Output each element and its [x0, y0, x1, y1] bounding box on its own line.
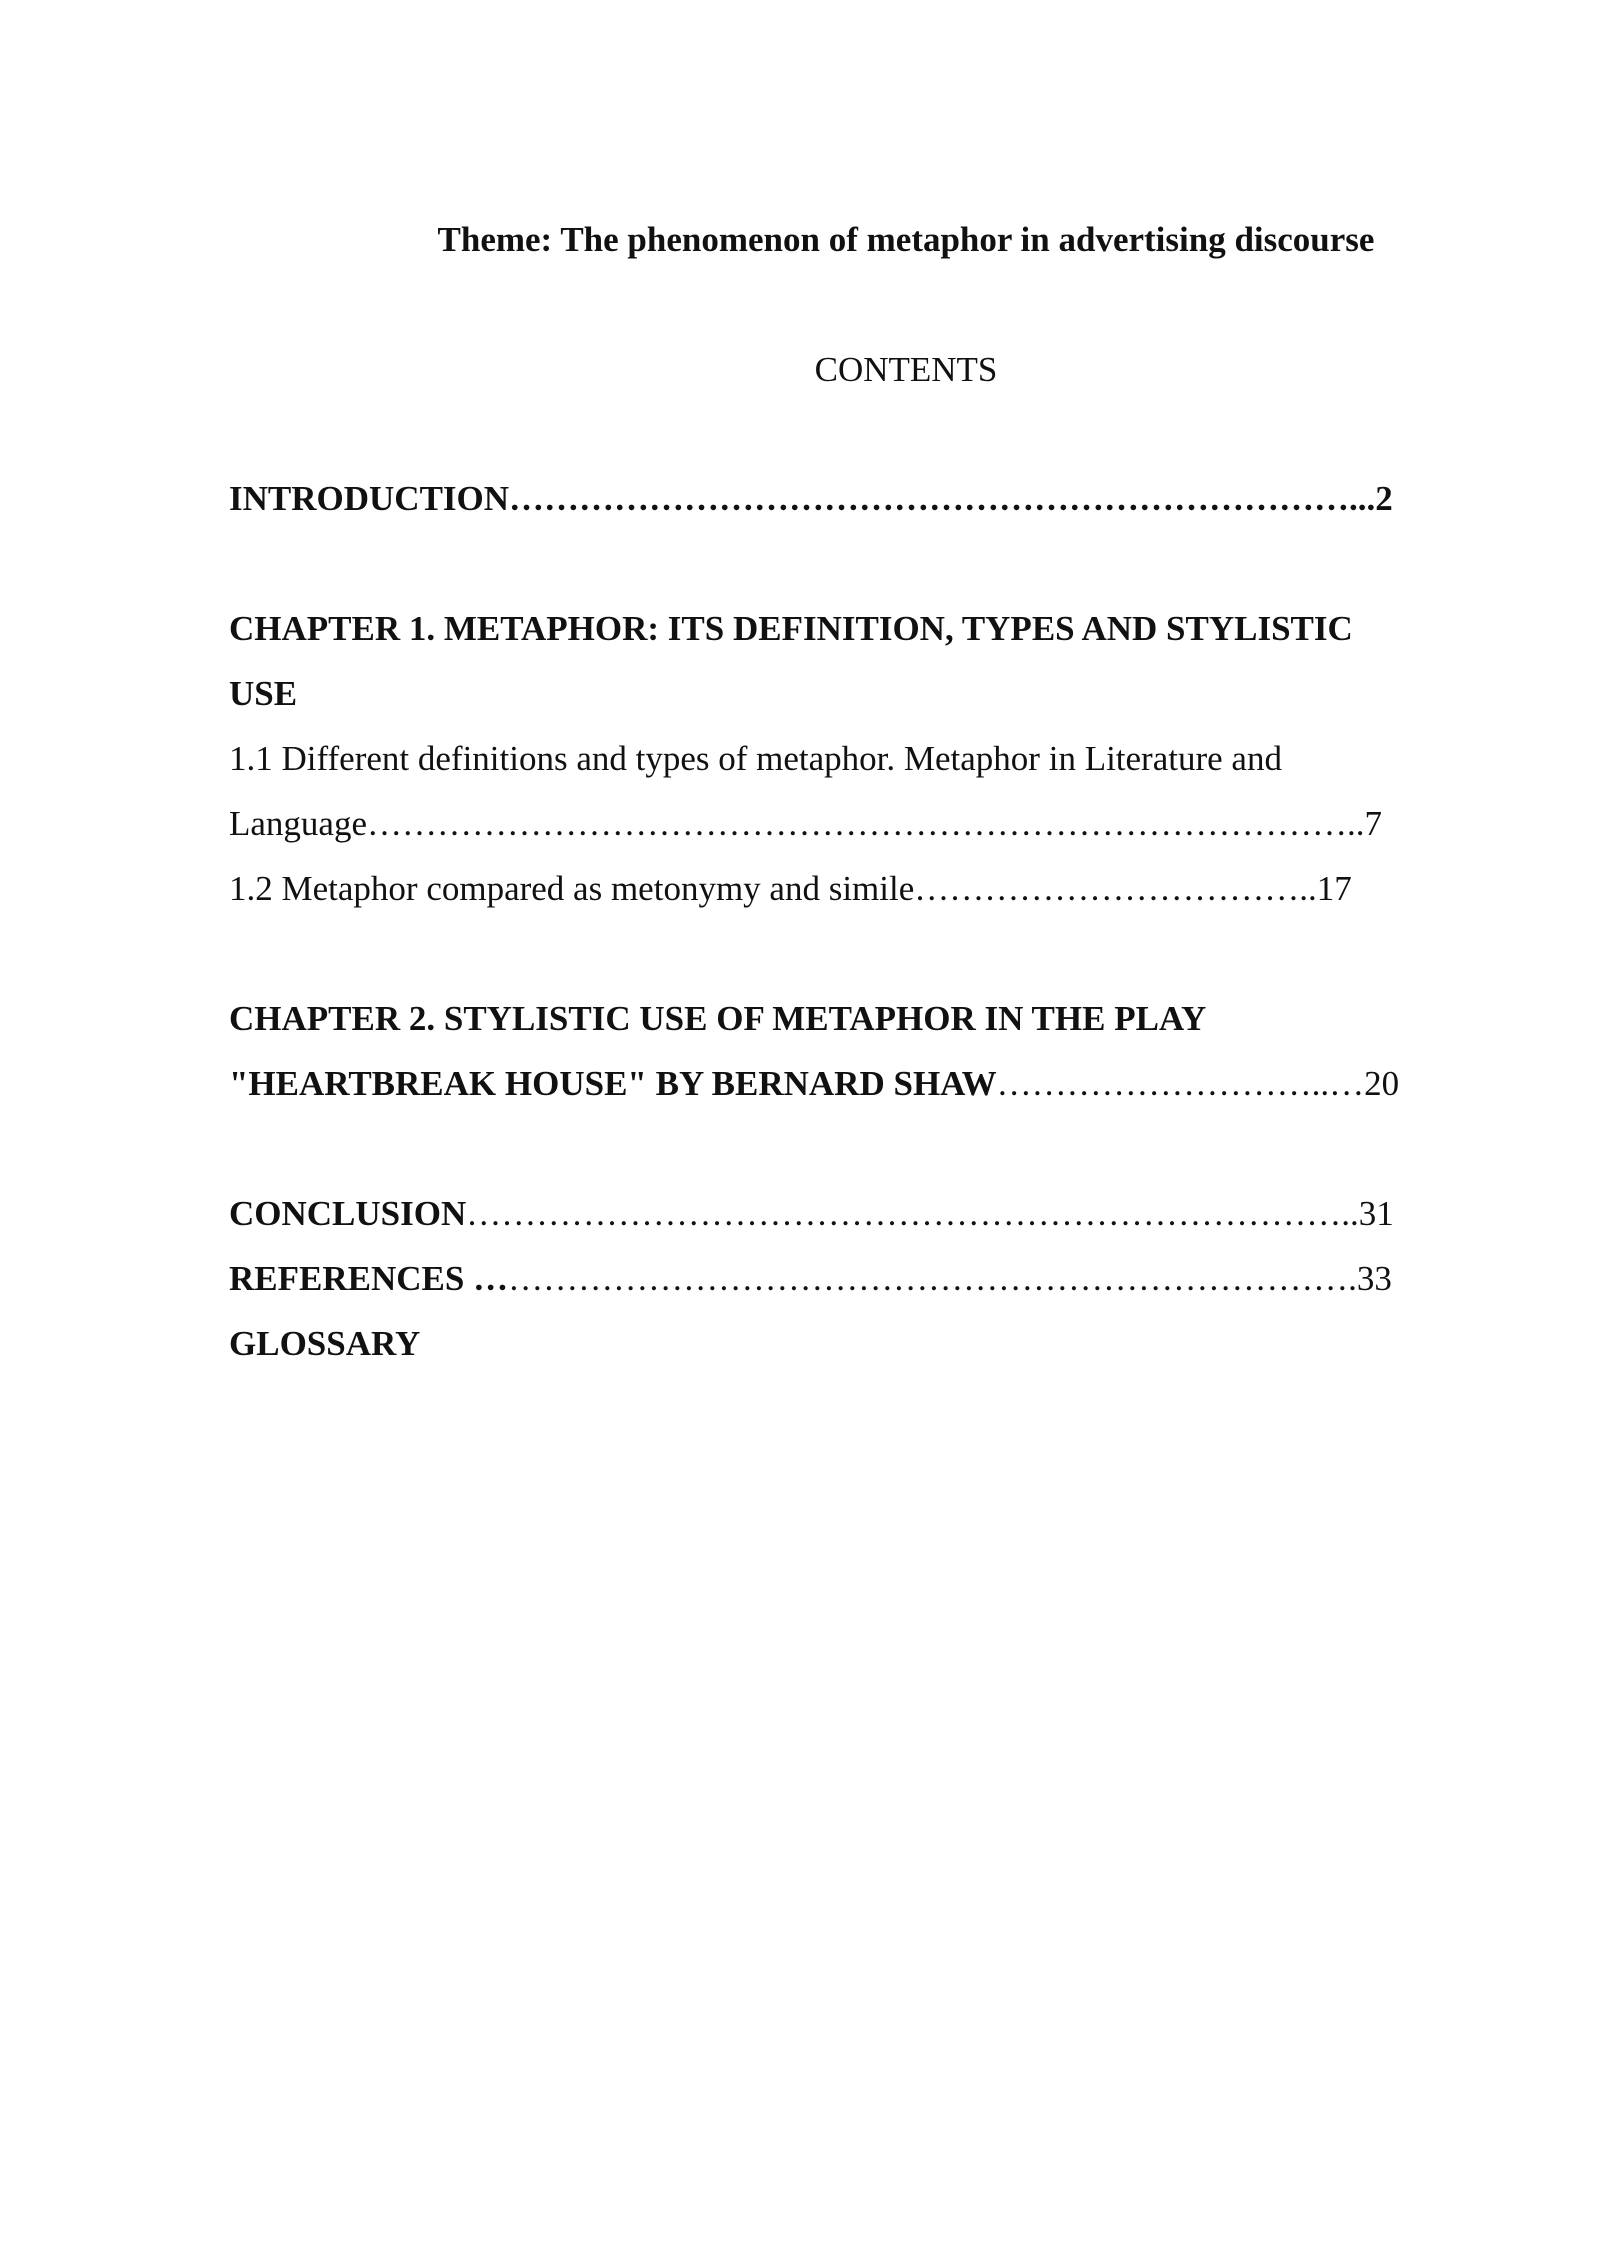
toc-references — [229, 1257, 1392, 1301]
toc-section-1-1-line2: Language…………………………………………………………………………..7 — [229, 804, 1382, 843]
toc-chapter2-line2 — [229, 1062, 1399, 1106]
toc-conclusion — [229, 1192, 1394, 1236]
theme-title-text: Theme: The phenomenon of metaphor in advertising discourse — [437, 220, 1375, 259]
toc-chapter2-title: "HEARTBREAK HOUSE" BY BERNARD SHAW — [229, 1064, 997, 1103]
toc-section-1-2: 1.2 Metaphor compared as metonymy and simile……………………………..17 — [229, 869, 1352, 908]
contents-heading-text: CONTENTS — [814, 350, 998, 389]
toc-introduction: INTRODUCTION………………………………………………………………...2 — [229, 479, 1393, 518]
toc-chapter1-line1: CHAPTER 1. METAPHOR: ITS DEFINITION, TYPES AND STYLISTIC — [229, 609, 1353, 648]
toc-conclusion-title: CONCLUSION — [229, 1194, 467, 1233]
toc-chapter1-line2: USE — [229, 674, 298, 713]
toc-section-1-1-line1: 1.1 Different definitions and types of metaphor. Metaphor in Literature and — [229, 739, 1282, 778]
toc-references-leader: ……………………………………………………………….33 — [508, 1259, 1392, 1298]
toc-references-title: REFERENCES … — [229, 1259, 509, 1298]
toc-glossary: GLOSSARY — [229, 1324, 421, 1363]
contents-heading — [0, 348, 1600, 392]
toc-chapter2-line1: CHAPTER 2. STYLISTIC USE OF METAPHOR IN THE PLAY — [229, 999, 1207, 1038]
toc-chapter2-leader: ………………………..…20 — [996, 1064, 1400, 1103]
toc-conclusion-leader: …………………………………………………………………..31 — [466, 1194, 1394, 1233]
theme-title — [0, 218, 1600, 262]
